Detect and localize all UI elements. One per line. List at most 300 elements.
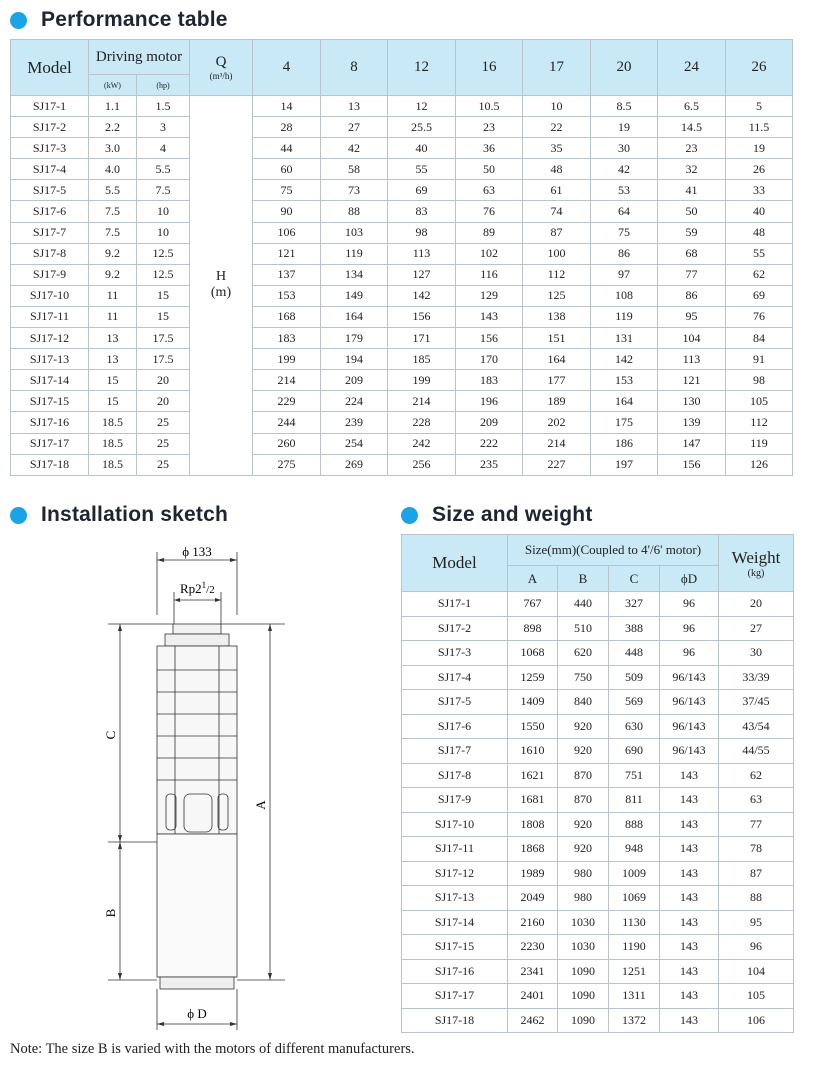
head-cell: 112 — [726, 412, 793, 433]
perf-header-q — [190, 40, 253, 96]
size-header-weight-label: Weight — [731, 547, 781, 567]
c-cell: 630 — [609, 714, 660, 739]
model-cell: SJ17-15 — [402, 935, 508, 960]
head-cell: 194 — [321, 349, 388, 370]
head-cell: 134 — [321, 264, 388, 285]
head-cell: 183 — [456, 370, 523, 391]
table-row — [402, 837, 794, 862]
head-cell: 69 — [388, 180, 456, 201]
b-cell: 870 — [558, 788, 609, 813]
a-cell: 2401 — [508, 984, 558, 1009]
head-cell: 130 — [658, 391, 726, 412]
head-cell: 113 — [388, 243, 456, 264]
c-cell: 569 — [609, 690, 660, 715]
d-cell: 143 — [660, 837, 719, 862]
head-cell: 19 — [726, 138, 793, 159]
table-row — [402, 910, 794, 935]
head-cell: 119 — [591, 306, 658, 327]
model-cell: SJ17-16 — [402, 959, 508, 984]
d-cell: 96/143 — [660, 739, 719, 764]
head-cell: 239 — [321, 412, 388, 433]
model-cell: SJ17-7 — [402, 739, 508, 764]
a-cell: 1808 — [508, 812, 558, 837]
hp-cell: 7.5 — [137, 180, 190, 201]
w-cell: 87 — [719, 861, 794, 886]
head-cell: 69 — [726, 285, 793, 306]
head-cell: 254 — [321, 433, 388, 454]
head-cell: 119 — [726, 433, 793, 454]
w-cell: 33/39 — [719, 665, 794, 690]
kw-cell: 9.2 — [89, 243, 137, 264]
model-cell: SJ17-1 — [11, 96, 89, 117]
table-row — [11, 412, 793, 433]
head-cell: 189 — [523, 391, 591, 412]
head-cell: 36 — [456, 138, 523, 159]
head-cell: 269 — [321, 454, 388, 475]
head-cell: 5 — [726, 96, 793, 117]
head-cell: 61 — [523, 180, 591, 201]
perf-header-flow: 12 — [388, 40, 456, 96]
a-cell: 1989 — [508, 861, 558, 886]
c-cell: 327 — [609, 592, 660, 617]
d-cell: 143 — [660, 935, 719, 960]
b-cell: 750 — [558, 665, 609, 690]
size-title-block — [401, 503, 593, 527]
d-cell: 143 — [660, 1008, 719, 1033]
head-cell: 50 — [456, 159, 523, 180]
head-cell: 197 — [591, 454, 658, 475]
head-cell: 121 — [658, 370, 726, 391]
head-cell: 100 — [523, 243, 591, 264]
h-unit: (m) — [210, 285, 232, 301]
head-cell: 23 — [658, 138, 726, 159]
d-cell: 96/143 — [660, 714, 719, 739]
head-cell: 48 — [523, 159, 591, 180]
table-row — [11, 138, 793, 159]
head-cell: 151 — [523, 328, 591, 349]
head-cell: 74 — [523, 201, 591, 222]
head-cell: 121 — [253, 243, 321, 264]
head-cell: 60 — [253, 159, 321, 180]
head-cell: 59 — [658, 222, 726, 243]
head-cell: 86 — [658, 285, 726, 306]
head-cell: 95 — [658, 306, 726, 327]
performance-title-block — [10, 8, 228, 32]
head-cell: 27 — [321, 117, 388, 138]
a-cell: 1621 — [508, 763, 558, 788]
model-cell: SJ17-16 — [11, 412, 89, 433]
model-cell: SJ17-12 — [402, 861, 508, 886]
table-row — [11, 180, 793, 201]
head-cell: 6.5 — [658, 96, 726, 117]
head-cell: 103 — [321, 222, 388, 243]
c-cell: 811 — [609, 788, 660, 813]
head-cell: 260 — [253, 433, 321, 454]
w-cell: 20 — [719, 592, 794, 617]
hp-cell: 17.5 — [137, 328, 190, 349]
h-unit-cell — [190, 96, 253, 476]
head-cell: 48 — [726, 222, 793, 243]
head-cell: 222 — [456, 433, 523, 454]
perf-header-flow: 20 — [591, 40, 658, 96]
size-header-size: Size(mm)(Coupled to 4'/6' motor) — [508, 535, 719, 566]
c-cell: 1190 — [609, 935, 660, 960]
d-cell: 143 — [660, 959, 719, 984]
head-cell: 77 — [658, 264, 726, 285]
head-cell: 8.5 — [591, 96, 658, 117]
model-cell: SJ17-5 — [11, 180, 89, 201]
table-row — [402, 861, 794, 886]
head-cell: 153 — [591, 370, 658, 391]
w-cell: 88 — [719, 886, 794, 911]
head-cell: 106 — [253, 222, 321, 243]
head-cell: 41 — [658, 180, 726, 201]
b-cell: 920 — [558, 837, 609, 862]
size-header-a: A — [508, 566, 558, 592]
model-cell: SJ17-17 — [11, 433, 89, 454]
model-cell: SJ17-13 — [11, 349, 89, 370]
a-cell: 1259 — [508, 665, 558, 690]
a-cell: 767 — [508, 592, 558, 617]
head-cell: 147 — [658, 433, 726, 454]
head-cell: 89 — [456, 222, 523, 243]
table-row — [11, 370, 793, 391]
rp-text: Rp2 — [180, 581, 202, 596]
model-cell: SJ17-13 — [402, 886, 508, 911]
kw-cell: 18.5 — [89, 433, 137, 454]
kw-cell: 3.0 — [89, 138, 137, 159]
head-cell: 98 — [726, 370, 793, 391]
c-cell: 1069 — [609, 886, 660, 911]
head-cell: 35 — [523, 138, 591, 159]
head-cell: 196 — [456, 391, 523, 412]
model-cell: SJ17-11 — [11, 306, 89, 327]
rp-sub: /2 — [206, 584, 215, 596]
head-cell: 44 — [253, 138, 321, 159]
head-cell: 183 — [253, 328, 321, 349]
c-cell: 388 — [609, 616, 660, 641]
b-cell: 440 — [558, 592, 609, 617]
model-cell: SJ17-8 — [11, 243, 89, 264]
head-cell: 30 — [591, 138, 658, 159]
rp-label — [180, 580, 215, 596]
model-cell: SJ17-4 — [402, 665, 508, 690]
head-cell: 129 — [456, 285, 523, 306]
dim-a-label: A — [253, 800, 268, 810]
head-cell: 98 — [388, 222, 456, 243]
table-row — [402, 984, 794, 1009]
d-cell: 96 — [660, 616, 719, 641]
table-row — [11, 391, 793, 412]
kw-cell: 11 — [89, 285, 137, 306]
w-cell: 77 — [719, 812, 794, 837]
head-cell: 14 — [253, 96, 321, 117]
hp-cell: 12.5 — [137, 264, 190, 285]
bullet-icon — [10, 507, 27, 524]
head-cell: 164 — [591, 391, 658, 412]
table-row — [11, 243, 793, 264]
table-row — [11, 454, 793, 475]
size-header-d: ϕD — [660, 566, 719, 592]
table-row — [402, 788, 794, 813]
d-cell: 143 — [660, 886, 719, 911]
hp-cell: 4 — [137, 138, 190, 159]
model-cell: SJ17-9 — [11, 264, 89, 285]
size-header-weight — [719, 535, 794, 592]
head-cell: 26 — [726, 159, 793, 180]
w-cell: 104 — [719, 959, 794, 984]
head-cell: 224 — [321, 391, 388, 412]
hp-cell: 10 — [137, 201, 190, 222]
perf-header-model: Model — [11, 40, 89, 96]
b-cell: 920 — [558, 812, 609, 837]
head-cell: 185 — [388, 349, 456, 370]
dim-b-label: B — [103, 908, 118, 918]
c-cell: 1009 — [609, 861, 660, 886]
head-cell: 84 — [726, 328, 793, 349]
head-cell: 170 — [456, 349, 523, 370]
head-cell: 186 — [591, 433, 658, 454]
head-cell: 40 — [388, 138, 456, 159]
head-cell: 97 — [591, 264, 658, 285]
c-cell: 448 — [609, 641, 660, 666]
head-cell: 171 — [388, 328, 456, 349]
head-cell: 11.5 — [726, 117, 793, 138]
bullet-icon — [10, 12, 27, 29]
size-header-c: C — [609, 566, 660, 592]
head-cell: 116 — [456, 264, 523, 285]
w-cell: 106 — [719, 1008, 794, 1033]
table-row — [11, 201, 793, 222]
kw-cell: 2.2 — [89, 117, 137, 138]
head-cell: 209 — [321, 370, 388, 391]
head-cell: 58 — [321, 159, 388, 180]
head-cell: 149 — [321, 285, 388, 306]
kw-cell: 4.0 — [89, 159, 137, 180]
perf-header-flow: 17 — [523, 40, 591, 96]
model-cell: SJ17-6 — [402, 714, 508, 739]
table-row — [11, 433, 793, 454]
size-header-model: Model — [402, 535, 508, 592]
head-cell: 227 — [523, 454, 591, 475]
hp-cell: 25 — [137, 412, 190, 433]
model-cell: SJ17-2 — [11, 117, 89, 138]
head-cell: 75 — [591, 222, 658, 243]
model-cell: SJ17-10 — [402, 812, 508, 837]
model-cell: SJ17-8 — [402, 763, 508, 788]
head-cell: 32 — [658, 159, 726, 180]
b-cell: 510 — [558, 616, 609, 641]
head-cell: 202 — [523, 412, 591, 433]
model-cell: SJ17-2 — [402, 616, 508, 641]
size-title: Size and weight — [432, 503, 593, 526]
w-cell: 96 — [719, 935, 794, 960]
perf-header-hp: (hp) — [137, 75, 190, 96]
head-cell: 164 — [321, 306, 388, 327]
head-cell: 42 — [321, 138, 388, 159]
head-cell: 214 — [523, 433, 591, 454]
head-cell: 53 — [591, 180, 658, 201]
perf-header-driving-motor: Driving motor — [89, 40, 190, 75]
head-cell: 10 — [523, 96, 591, 117]
head-cell: 62 — [726, 264, 793, 285]
table-row — [11, 349, 793, 370]
hp-cell: 20 — [137, 391, 190, 412]
table-row — [402, 592, 794, 617]
a-cell: 1068 — [508, 641, 558, 666]
head-cell: 76 — [456, 201, 523, 222]
b-cell: 980 — [558, 861, 609, 886]
c-cell: 509 — [609, 665, 660, 690]
head-cell: 126 — [726, 454, 793, 475]
d-cell: 96/143 — [660, 665, 719, 690]
head-cell: 143 — [456, 306, 523, 327]
head-cell: 108 — [591, 285, 658, 306]
phi133-label: ϕ 133 — [182, 544, 212, 559]
d-cell: 96 — [660, 641, 719, 666]
head-cell: 131 — [591, 328, 658, 349]
table-row — [11, 222, 793, 243]
head-cell: 64 — [591, 201, 658, 222]
head-cell: 119 — [321, 243, 388, 264]
head-cell: 55 — [388, 159, 456, 180]
head-cell: 235 — [456, 454, 523, 475]
table-row — [402, 935, 794, 960]
perf-header-q-unit: (m³/h) — [209, 71, 233, 81]
kw-cell: 13 — [89, 349, 137, 370]
table-row — [11, 96, 793, 117]
b-cell: 840 — [558, 690, 609, 715]
head-cell: 55 — [726, 243, 793, 264]
table-row — [402, 690, 794, 715]
hp-cell: 1.5 — [137, 96, 190, 117]
a-cell: 2160 — [508, 910, 558, 935]
perf-header-q-label: Q — [215, 54, 227, 70]
model-cell: SJ17-1 — [402, 592, 508, 617]
table-row — [402, 763, 794, 788]
head-cell: 88 — [321, 201, 388, 222]
head-cell: 242 — [388, 433, 456, 454]
a-cell: 1681 — [508, 788, 558, 813]
head-cell: 156 — [658, 454, 726, 475]
b-cell: 620 — [558, 641, 609, 666]
head-cell: 168 — [253, 306, 321, 327]
head-cell: 40 — [726, 201, 793, 222]
kw-cell: 15 — [89, 370, 137, 391]
d-cell: 96/143 — [660, 690, 719, 715]
head-cell: 33 — [726, 180, 793, 201]
c-cell: 1251 — [609, 959, 660, 984]
bullet-icon — [401, 507, 418, 524]
table-row — [11, 328, 793, 349]
table-row — [402, 886, 794, 911]
model-cell: SJ17-3 — [11, 138, 89, 159]
head-cell: 23 — [456, 117, 523, 138]
head-cell: 175 — [591, 412, 658, 433]
head-cell: 214 — [253, 370, 321, 391]
b-cell: 1090 — [558, 984, 609, 1009]
model-cell: SJ17-3 — [402, 641, 508, 666]
model-cell: SJ17-10 — [11, 285, 89, 306]
c-cell: 1311 — [609, 984, 660, 1009]
a-cell: 1868 — [508, 837, 558, 862]
hp-cell: 20 — [137, 370, 190, 391]
head-cell: 137 — [253, 264, 321, 285]
head-cell: 244 — [253, 412, 321, 433]
a-cell: 2230 — [508, 935, 558, 960]
table-row — [402, 616, 794, 641]
kw-cell: 1.1 — [89, 96, 137, 117]
perf-header-flow: 16 — [456, 40, 523, 96]
perf-header-flow: 26 — [726, 40, 793, 96]
w-cell: 105 — [719, 984, 794, 1009]
b-cell: 920 — [558, 739, 609, 764]
b-cell: 1090 — [558, 1008, 609, 1033]
head-cell: 76 — [726, 306, 793, 327]
a-cell: 2049 — [508, 886, 558, 911]
b-cell: 920 — [558, 714, 609, 739]
head-cell: 13 — [321, 96, 388, 117]
head-cell: 14.5 — [658, 117, 726, 138]
hp-cell: 10 — [137, 222, 190, 243]
head-cell: 139 — [658, 412, 726, 433]
head-cell: 199 — [253, 349, 321, 370]
head-cell: 91 — [726, 349, 793, 370]
b-cell: 1030 — [558, 910, 609, 935]
head-cell: 68 — [658, 243, 726, 264]
model-cell: SJ17-11 — [402, 837, 508, 862]
head-cell: 229 — [253, 391, 321, 412]
kw-cell: 13 — [89, 328, 137, 349]
model-cell: SJ17-12 — [11, 328, 89, 349]
table-row — [402, 1008, 794, 1033]
table-row — [402, 665, 794, 690]
c-cell: 1130 — [609, 910, 660, 935]
h-label: H — [215, 269, 227, 285]
w-cell: 27 — [719, 616, 794, 641]
size-weight-table — [401, 534, 794, 1033]
head-cell: 12 — [388, 96, 456, 117]
c-cell: 751 — [609, 763, 660, 788]
model-cell: SJ17-9 — [402, 788, 508, 813]
rp-sup: 1 — [201, 580, 207, 590]
installation-sketch — [100, 540, 300, 1035]
d-cell: 143 — [660, 984, 719, 1009]
head-cell: 19 — [591, 117, 658, 138]
head-cell: 10.5 — [456, 96, 523, 117]
perf-header-flow: 24 — [658, 40, 726, 96]
w-cell: 62 — [719, 763, 794, 788]
a-cell: 1409 — [508, 690, 558, 715]
d-cell: 143 — [660, 763, 719, 788]
model-cell: SJ17-6 — [11, 201, 89, 222]
kw-cell: 18.5 — [89, 412, 137, 433]
size-header-b: B — [558, 566, 609, 592]
model-cell: SJ17-18 — [402, 1008, 508, 1033]
d-cell: 143 — [660, 910, 719, 935]
b-cell: 980 — [558, 886, 609, 911]
head-cell: 63 — [456, 180, 523, 201]
a-cell: 2341 — [508, 959, 558, 984]
table-row — [11, 117, 793, 138]
a-cell: 1610 — [508, 739, 558, 764]
performance-title: Performance table — [41, 8, 228, 31]
head-cell: 104 — [658, 328, 726, 349]
head-cell: 25.5 — [388, 117, 456, 138]
head-cell: 86 — [591, 243, 658, 264]
phid-label: ϕ D — [187, 1006, 207, 1021]
head-cell: 153 — [253, 285, 321, 306]
